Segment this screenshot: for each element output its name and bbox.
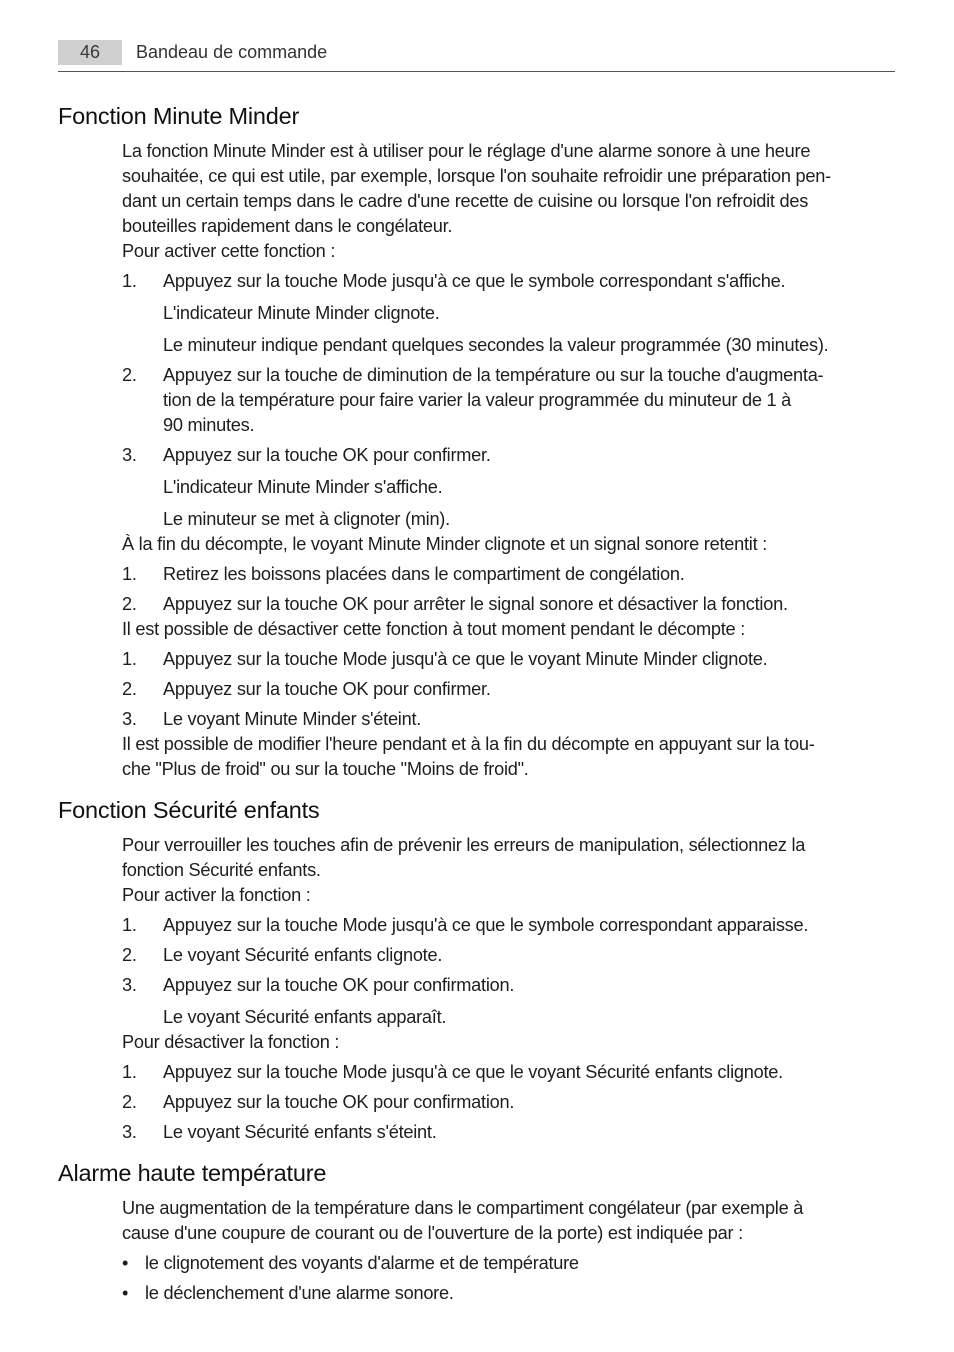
bullet-text: le clignotement des voyants d'alarme et de température bbox=[145, 1253, 579, 1273]
text-line: Appuyez sur la touche de diminution de la température ou sur la touche d'augmenta- bbox=[163, 365, 824, 385]
list-number: 1. bbox=[122, 649, 137, 669]
list-number: 2. bbox=[122, 594, 137, 614]
list-number: 1. bbox=[122, 1062, 137, 1082]
text-line: Une augmentation de la température dans le compartiment congélateur (par exemple à bbox=[122, 1198, 804, 1218]
activate-label: Pour activer cette fonction : bbox=[122, 241, 336, 261]
list-item bbox=[122, 592, 898, 617]
list-text: Appuyez sur la touche Mode jusqu'à ce que le symbole correspondant s'affiche. bbox=[163, 271, 786, 291]
list-item bbox=[122, 363, 898, 438]
text-line: Il est possible de modifier l'heure pendant et à la fin du décompte en appuyant sur la tou- bbox=[122, 734, 815, 754]
list-text: Le voyant Minute Minder s'éteint. bbox=[163, 709, 422, 729]
sub-note: Le minuteur indique pendant quelques secondes la valeur programmée (30 minutes). bbox=[163, 335, 829, 355]
list-number: 3. bbox=[122, 445, 137, 465]
text-line: bouteilles rapidement dans le congélateur. bbox=[122, 216, 453, 236]
bullet-icon: • bbox=[122, 1283, 129, 1303]
sub-note: Le voyant Sécurité enfants apparaît. bbox=[163, 1007, 447, 1027]
list-number: 3. bbox=[122, 1122, 137, 1142]
list-item bbox=[122, 677, 898, 702]
text-line: che "Plus de froid" ou sur la touche "Moins de froid". bbox=[122, 759, 529, 779]
list-item bbox=[122, 647, 898, 672]
text-line: Pour verrouiller les touches afin de prévenir les erreurs de manipulation, sélectionnez la bbox=[122, 835, 806, 855]
list-number: 1. bbox=[122, 564, 137, 584]
bullet-item bbox=[122, 1281, 898, 1306]
section-title: Fonction Sécurité enfants bbox=[58, 797, 320, 823]
text-line: souhaitée, ce qui est utile, par exemple, lorsque l'on souhaite refroidir une préparation pen- bbox=[122, 166, 831, 186]
intro-paragraph bbox=[122, 1196, 898, 1246]
list-number: 2. bbox=[122, 365, 137, 385]
list-text: Le voyant Sécurité enfants clignote. bbox=[163, 945, 443, 965]
list-number: 2. bbox=[122, 945, 137, 965]
list-item bbox=[122, 269, 898, 294]
list-text: Appuyez sur la touche Mode jusqu'à ce que le voyant Sécurité enfants clignote. bbox=[163, 1062, 783, 1082]
sub-note: L'indicateur Minute Minder clignote. bbox=[163, 303, 440, 323]
list-item bbox=[122, 707, 898, 732]
chapter-title: Bandeau de commande bbox=[136, 42, 328, 62]
intro-paragraph bbox=[122, 139, 898, 239]
list-text: Appuyez sur la touche OK pour confirmation. bbox=[163, 975, 515, 995]
section-child-lock bbox=[58, 794, 898, 1145]
deactivate-paragraph: Il est possible de désactiver cette fonction à tout moment pendant le décompte : bbox=[122, 619, 746, 639]
text-line: 90 minutes. bbox=[163, 415, 255, 435]
page-number: 46 bbox=[58, 40, 122, 65]
text-line: fonction Sécurité enfants. bbox=[122, 860, 321, 880]
list-text: Appuyez sur la touche OK pour confirmer. bbox=[163, 679, 491, 699]
list-number: 1. bbox=[122, 915, 137, 935]
end-paragraph: À la fin du décompte, le voyant Minute Minder clignote et un signal sonore retentit : bbox=[122, 534, 767, 554]
list-item bbox=[122, 1090, 898, 1115]
deactivate-label: Pour désactiver la fonction : bbox=[122, 1032, 340, 1052]
list-number: 3. bbox=[122, 975, 137, 995]
section-title: Fonction Minute Minder bbox=[58, 103, 300, 129]
page-content bbox=[58, 96, 898, 1306]
list-item bbox=[122, 973, 898, 998]
list-number: 2. bbox=[122, 1092, 137, 1112]
list-text: Appuyez sur la touche OK pour confirmation. bbox=[163, 1092, 515, 1112]
bullet-text: le déclenchement d'une alarme sonore. bbox=[145, 1283, 454, 1303]
intro-paragraph bbox=[122, 833, 898, 883]
list-text: Appuyez sur la touche OK pour arrêter le signal sonore et désactiver la fonction. bbox=[163, 594, 788, 614]
modify-paragraph bbox=[122, 732, 898, 782]
bullet-icon: • bbox=[122, 1253, 129, 1273]
activate-label: Pour activer la fonction : bbox=[122, 885, 311, 905]
list-item bbox=[122, 1120, 898, 1145]
list-text: Appuyez sur la touche OK pour confirmer. bbox=[163, 445, 491, 465]
section-title: Alarme haute température bbox=[58, 1160, 327, 1186]
sub-note: Le minuteur se met à clignoter (min). bbox=[163, 509, 450, 529]
list-text: Le voyant Sécurité enfants s'éteint. bbox=[163, 1122, 437, 1142]
list-text: Appuyez sur la touche Mode jusqu'à ce que le symbole correspondant apparaisse. bbox=[163, 915, 809, 935]
list-text: Appuyez sur la touche Mode jusqu'à ce que le voyant Minute Minder clignote. bbox=[163, 649, 768, 669]
list-item bbox=[122, 1060, 898, 1085]
list-text: Retirez les boissons placées dans le compartiment de congélation. bbox=[163, 564, 685, 584]
list-number: 2. bbox=[122, 679, 137, 699]
list-item bbox=[122, 443, 898, 468]
list-item bbox=[122, 913, 898, 938]
text-line: dant un certain temps dans le cadre d'une recette de cuisine ou lorsque l'on refroidit des bbox=[122, 191, 809, 211]
list-number: 3. bbox=[122, 709, 137, 729]
text-line: tion de la température pour faire varier la valeur programmée du minuteur de 1 à bbox=[163, 390, 792, 410]
section-minute-minder bbox=[58, 100, 898, 782]
sub-note: L'indicateur Minute Minder s'affiche. bbox=[163, 477, 443, 497]
text-line: cause d'une coupure de courant ou de l'ouverture de la porte) est indiquée par : bbox=[122, 1223, 743, 1243]
section-high-temperature-alarm bbox=[58, 1157, 898, 1306]
text-line: La fonction Minute Minder est à utiliser pour le réglage d'une alarme sonore à une heure bbox=[122, 141, 811, 161]
list-item bbox=[122, 562, 898, 587]
bullet-item bbox=[122, 1251, 898, 1276]
page-header bbox=[58, 40, 895, 72]
list-number: 1. bbox=[122, 271, 137, 291]
list-item bbox=[122, 943, 898, 968]
